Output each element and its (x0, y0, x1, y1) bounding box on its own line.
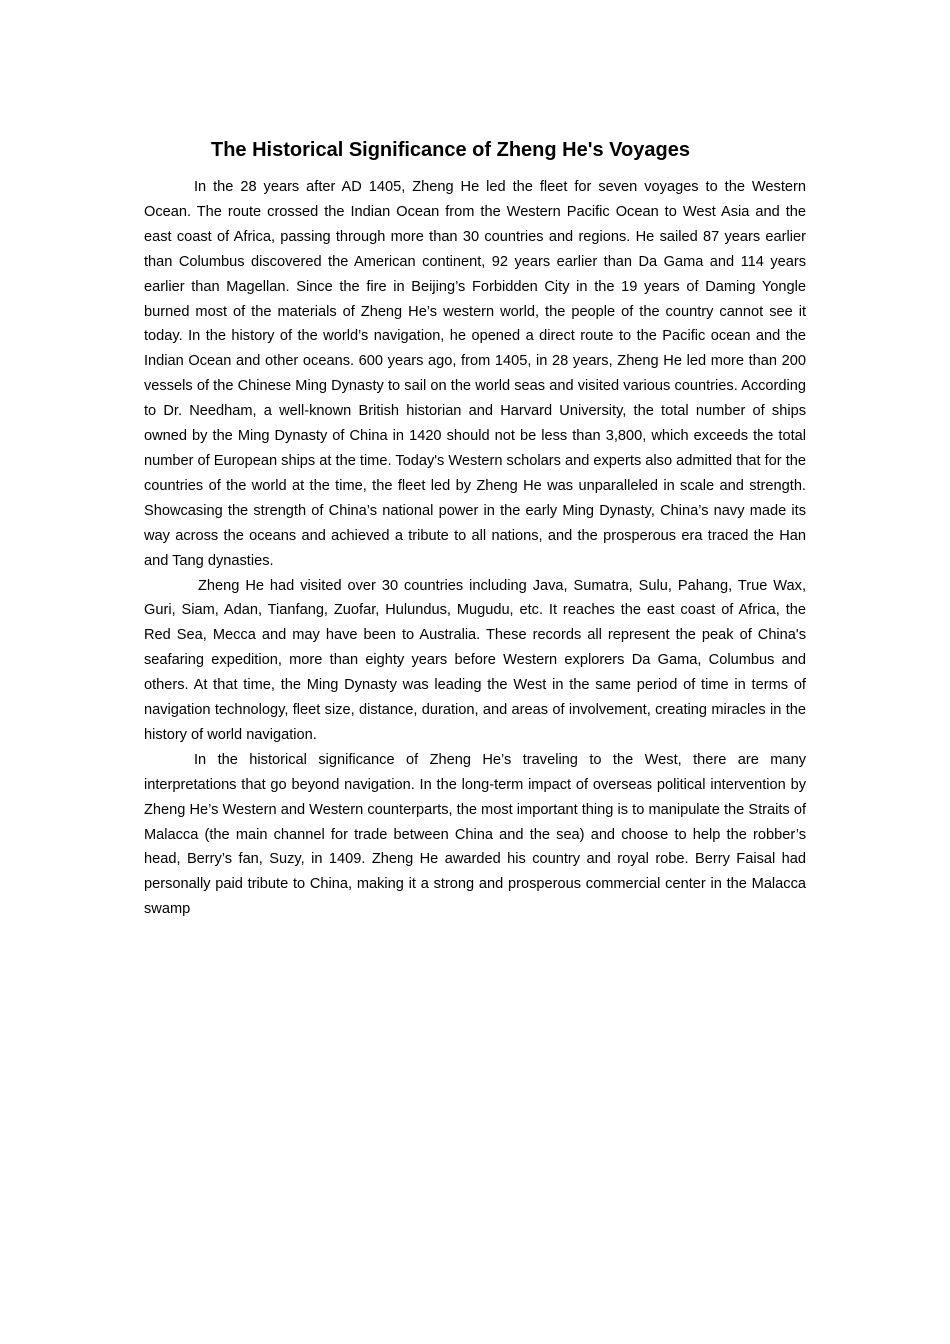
body-paragraph-1: In the 28 years after AD 1405, Zheng He led the fleet for seven voyages to the Western Ocean. The route crossed the Indian Ocean from the Western Pacific Ocean to West Asia and the east coast of Africa, passing through more than 30 countries and regions. He sailed 87 years earlier than Columbus discovered the American continent, 92 years earlier than Da Gama and 114 years earlier than Magellan. Since the fire in Beijing’s Forbidden City in the 19 years of Daming Yongle burned most of the materials of Zheng He’s western world, the people of the country cannot see it today. In the history of the world’s navigation, he opened a direct route to the Pacific ocean and the Indian Ocean and other oceans. 600 years ago, from 1405, in 28 years, Zheng He led more than 200 vessels of the Chinese Ming Dynasty to sail on the world seas and visited various countries. According to Dr. Needham, a well-known British historian and Harvard University, the total number of ships owned by the Ming Dynasty of China in 1420 should not be less than 3,800, which exceeds the total number of European ships at the time. Today's Western scholars and experts also admitted that for the countries of the world at the time, the fleet led by Zheng He was unparalleled in scale and strength. Showcasing the strength of China’s national power in the early Ming Dynasty, China’s navy made its way across the oceans and achieved a tribute to all nations, and the prosperous era traced the Han and Tang dynasties. (144, 179, 806, 569)
document-body (144, 175, 806, 922)
body-paragraph-2: Zheng He had visited over 30 countries including Java, Sumatra, Sulu, Pahang, True Wax, Guri, Siam, Adan, Tianfang, Zuofar, Hulundus, Mugudu, etc. It reaches the east coast of Africa, the Red Sea, Mecca and may have been to Australia. These records all represent the peak of China's seafaring expedition, more than eighty years before Western explorers Da Gama, Columbus and others. At that time, the Ming Dynasty was leading the West in the same period of time in terms of navigation technology, fleet size, distance, duration, and areas of involvement, creating miracles in the history of world navigation. (144, 577, 806, 743)
body-paragraph-3: In the historical significance of Zheng He’s traveling to the West, there are many interpretations that go beyond navigation. In the long-term impact of overseas political intervention by Zheng He’s Western and Western counterparts, the most important thing is to manipulate the Straits of Malacca (the main channel for trade between China and the sea) and choose to help the robber’s head, Berry’s fan, Suzy, in 1409. Zheng He awarded his country and royal robe. Berry Faisal had personally paid tribute to China, making it a strong and prosperous commercial center in the Malacca swamp (144, 751, 806, 918)
document-title: The Historical Significance of Zheng He's Voyages (211, 139, 690, 161)
